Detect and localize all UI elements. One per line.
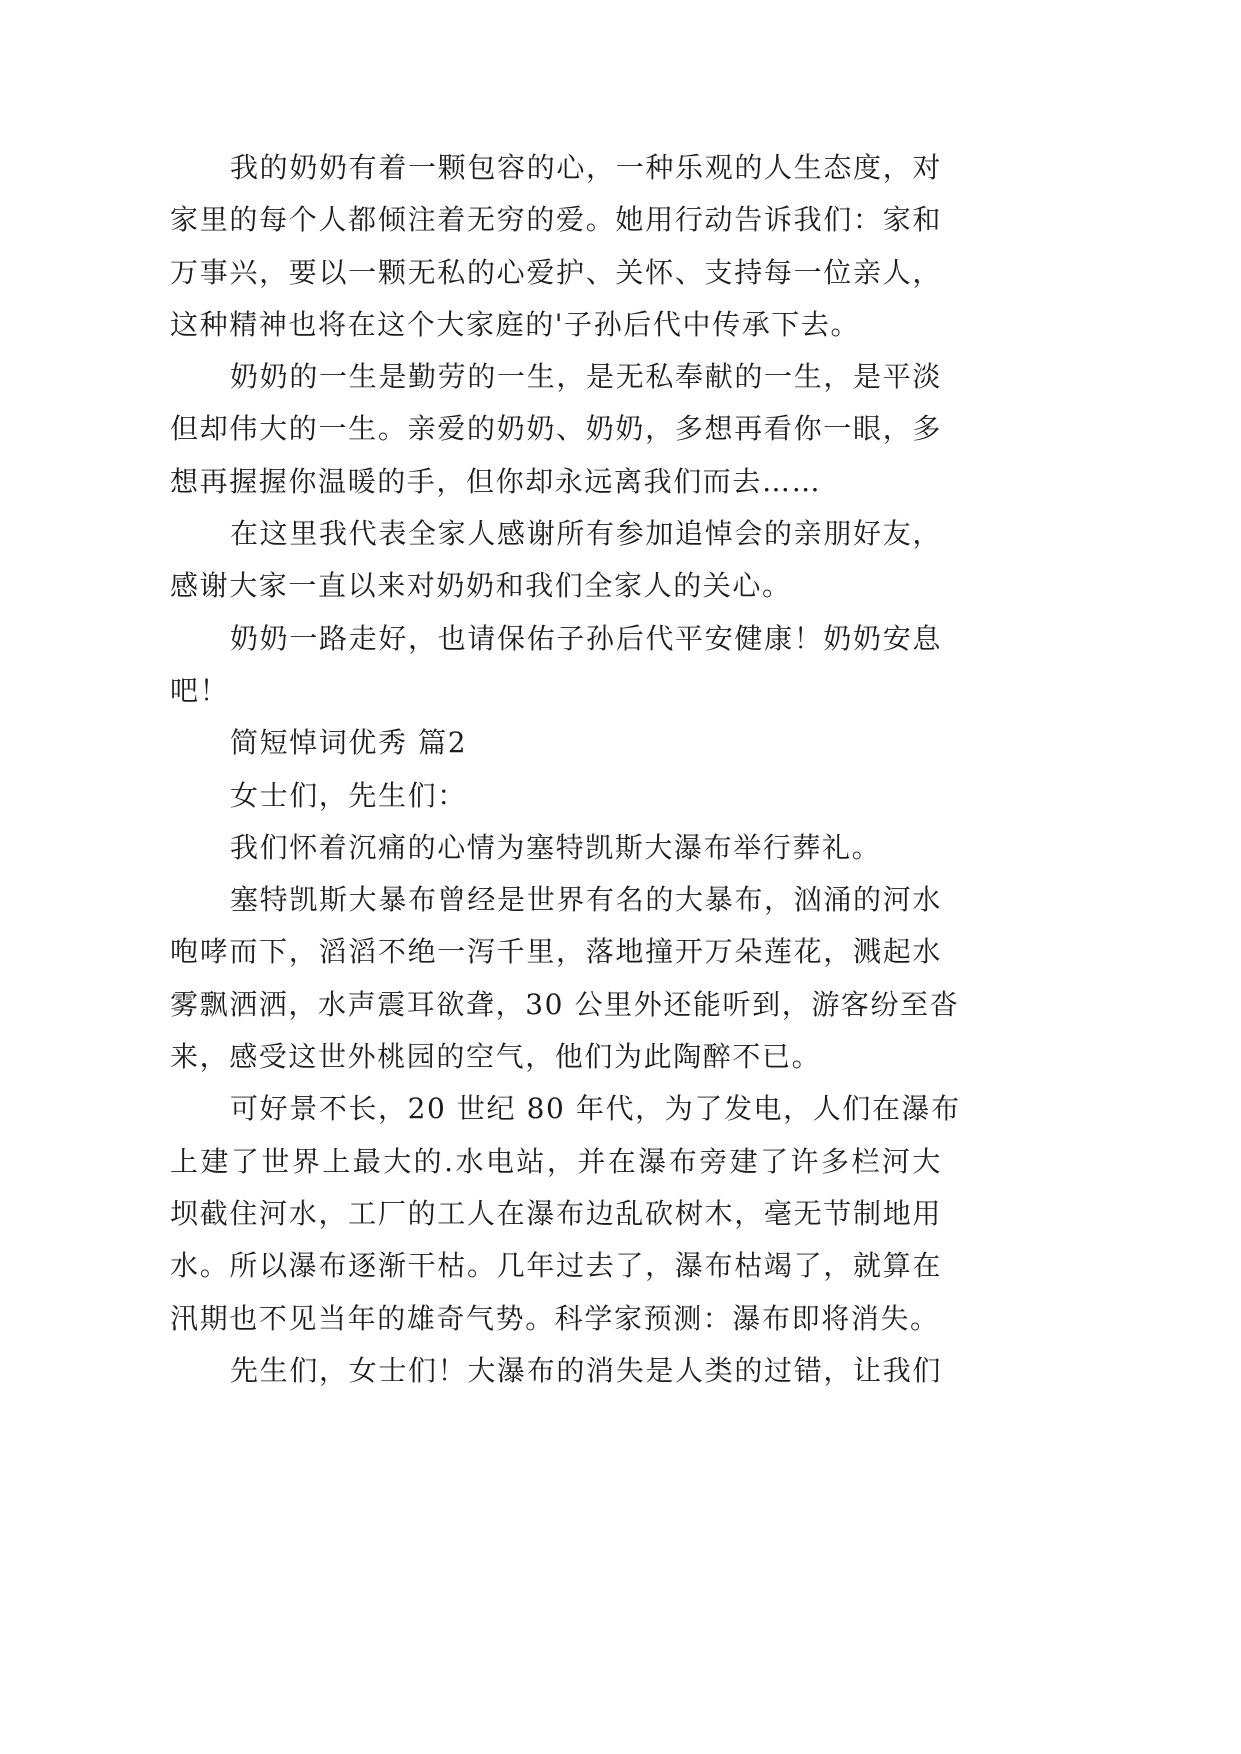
paragraph <box>170 874 960 1083</box>
paragraph <box>170 613 942 718</box>
text-line: 水。所以瀑布逐渐干枯。几年过去了，瀑布枯竭了，就算在 <box>170 1249 942 1283</box>
text-line: 奶奶的一生是勤劳的一生，是无私奉献的一生，是平淡 <box>230 360 942 394</box>
paragraph <box>170 508 942 613</box>
text-line: 坝截住河水，工厂的工人在瀑布边乱砍树木，毫无节制地用 <box>170 1196 942 1230</box>
paragraph <box>170 822 942 874</box>
text-line: 这种精神也将在这个大家庭的'子孙后代中传承下去。 <box>170 307 861 341</box>
text-line: 塞特凯斯大暴布曾经是世界有名的大暴布，汹涌的河水 <box>230 883 942 917</box>
text-line: 吧！ <box>170 673 230 707</box>
salutation-line: 女士们，先生们： <box>230 778 467 812</box>
text-line: 可好景不长，20 世纪 80 年代，为了发电，人们在瀑布 <box>230 1092 961 1126</box>
paragraph <box>170 351 942 508</box>
text-line: 咆哮而下，滔滔不绝一泻千里，落地撞开万朵莲花，溅起水 <box>170 935 942 969</box>
text-line: 我的奶奶有着一颗包容的心，一种乐观的人生态度，对 <box>230 151 942 184</box>
text-line: 想再握握你温暖的手，但你却永远离我们而去…… <box>170 464 822 498</box>
text-line: 先生们，女士们！大瀑布的消失是人类的过错，让我们 <box>230 1353 942 1387</box>
text-line: 上建了世界上最大的.水电站，并在瀑布旁建了许多栏河大 <box>170 1144 942 1178</box>
paragraph <box>170 1345 942 1397</box>
text-line: 感谢大家一直以来对奶奶和我们全家人的关心。 <box>170 569 792 603</box>
text-line: 家里的每个人都倾注着无穷的爱。她用行动告诉我们：家和 <box>170 203 942 237</box>
paragraph <box>170 1083 961 1344</box>
paragraph <box>170 142 942 351</box>
text-line: 奶奶一路走好，也请保佑子孙后代平安健康！奶奶安息 <box>230 621 942 655</box>
text-line: 汛期也不见当年的雄奇气势。科学家预测：瀑布即将消失。 <box>170 1301 940 1335</box>
text-line: 雾飘洒洒，水声震耳欲聋，30 公里外还能听到，游客纷至沓 <box>170 987 960 1021</box>
text-line: 但却伟大的一生。亲爱的奶奶、奶奶，多想再看你一眼，多 <box>170 412 942 446</box>
text-line: 在这里我代表全家人感谢所有参加追悼会的亲朋好友， <box>230 517 942 551</box>
paragraph <box>170 770 942 822</box>
section-heading: 简短悼词优秀 篇2 <box>230 726 468 760</box>
text-column <box>170 142 961 1397</box>
text-line: 来，感受这世外桃园的空气，他们为此陶醉不已。 <box>170 1040 822 1074</box>
text-line: 我们怀着沉痛的心情为塞特凯斯大瀑布举行葬礼。 <box>230 830 882 864</box>
text-line: 万事兴，要以一颗无私的心爱护、关怀、支持每一位亲人， <box>170 255 942 289</box>
